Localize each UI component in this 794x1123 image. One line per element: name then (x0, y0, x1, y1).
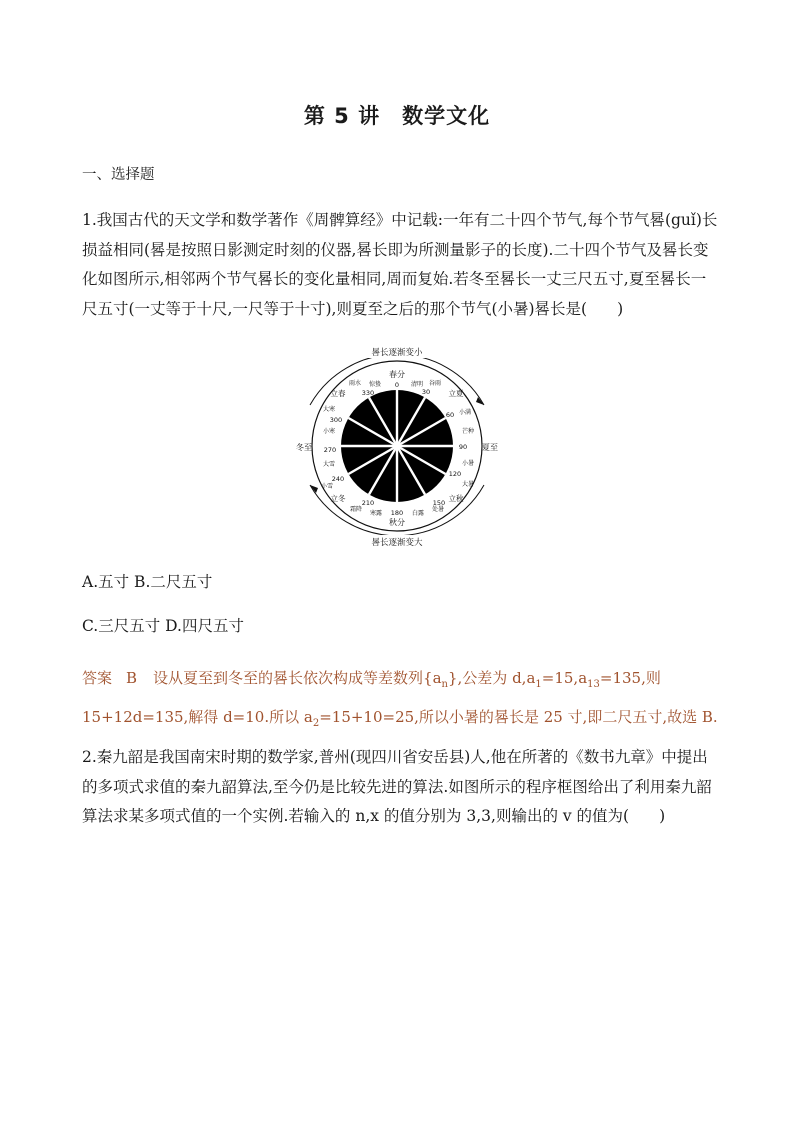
degree-180: 180 (390, 509, 404, 517)
degree-30: 30 (421, 388, 431, 396)
answer-text-2: },公差为 d,a (448, 669, 536, 687)
question-2 (82, 743, 718, 832)
top-label: 晷长逐渐变小 (371, 348, 423, 358)
answer-tag: 答案 (82, 669, 113, 687)
question-2-text: 2.秦九韶是我国南宋时期的数学家,普州(现四川省安岳县)人,他在所著的《数书九章》中提出的多项式求值的秦九韶算法,至今仍是比较先进的算法.如图所示的程序框图给出了利用秦九韶算法求某多项式值的一个实例.若输入的 n,x 的值分别为 3,3,则输出的 v 的值为( (82, 748, 712, 825)
question-1-close-paren: ) (617, 299, 624, 318)
label-dahan: 大寒 (322, 406, 336, 413)
bottom-label: 晷长逐渐变大 (371, 538, 423, 548)
label-shuangjiang: 霜降 (349, 506, 363, 513)
degree-330: 330 (361, 389, 375, 397)
label-chunfen: 春分 (389, 370, 405, 379)
label-xiazhi: 夏至 (482, 443, 498, 452)
answer-sub-2: 2 (312, 718, 320, 729)
answer-sub-13: 13 (587, 679, 600, 690)
solar-terms-figure (292, 339, 502, 551)
label-xiaohan: 小寒 (322, 428, 336, 435)
title-lecture-number: 第 5 讲 (303, 104, 381, 128)
answer-text-4: =135,则 15+12d=135,解得 d=10.所以 a (82, 669, 661, 726)
label-xiaoxue: 小雪 (320, 483, 334, 490)
degree-270: 270 (323, 446, 337, 454)
label-qingming: 清明 (410, 381, 424, 388)
label-xiaoman: 小满 (458, 409, 472, 416)
label-mangzhong: 芒种 (461, 428, 475, 435)
question-1-text: 1.我国古代的天文学和数学著作《周髀算经》中记载:一年有二十四个节气,每个节气晷(guǐ)长损益相同(晷是按照日影测定时刻的仪器,晷长即为所测量影子的长度).二十四个节气及晷长变化如图所示,相邻两个节气晷长的变化量相同,周而复始.若冬至晷长一丈三尺五寸,夏至晷长一尺五寸(一丈等于十尺,一尺等于十寸),则夏至之后的那个节气(小暑)晷长是( (82, 211, 718, 318)
label-lidong: 立冬 (330, 494, 346, 503)
degree-150: 150 (432, 499, 446, 507)
degree-90: 90 (458, 443, 468, 451)
degree-120: 120 (448, 470, 462, 478)
page-title (0, 100, 794, 130)
degree-300: 300 (329, 416, 343, 424)
solar-terms-diagram (292, 339, 502, 551)
label-hanlu: 寒露 (369, 510, 383, 517)
options-line-2: C.三尺五寸 D.四尺五寸 (82, 617, 244, 635)
answer-block (82, 662, 722, 740)
label-xiaoshu: 小暑 (461, 460, 475, 467)
label-jingzhe: 惊蛰 (368, 381, 382, 388)
label-dashu: 大暑 (461, 481, 475, 488)
question-1 (82, 206, 718, 324)
answer-sub-1: 1 (535, 679, 542, 690)
answer-letter: B (126, 669, 138, 687)
section-heading: 一、选择题 (82, 167, 155, 183)
title-topic: 数学文化 (402, 104, 491, 128)
label-yushui: 雨水 (348, 380, 362, 387)
degree-210: 210 (361, 499, 375, 507)
label-guyu: 谷雨 (428, 380, 442, 387)
answer-text-5: =15+10=25,所以小暑的晷长是 25 寸,即二尺五寸,故选 B. (319, 708, 718, 726)
answer-text-1: 设从夏至到冬至的晷长依次构成等差数列{a (153, 669, 442, 687)
label-chushu: 处暑 (431, 506, 445, 513)
label-liqiu: 立秋 (448, 494, 464, 503)
degree-240: 240 (331, 475, 345, 483)
degree-0: 0 (394, 381, 400, 389)
degree-60: 60 (445, 411, 455, 419)
label-lixia: 立夏 (448, 389, 464, 398)
question-2-close-paren: ) (659, 807, 666, 825)
label-daxue: 大雪 (322, 461, 336, 468)
label-qiufen: 秋分 (389, 518, 405, 527)
label-dongzhi: 冬至 (296, 443, 312, 452)
answer-text-3: =15,a (541, 669, 588, 687)
options-line-1: A.五寸 B.二尺五寸 (82, 573, 213, 591)
label-bailu: 白露 (411, 510, 425, 517)
label-lichun: 立春 (330, 389, 346, 398)
answer-sub-n: n (441, 679, 448, 690)
